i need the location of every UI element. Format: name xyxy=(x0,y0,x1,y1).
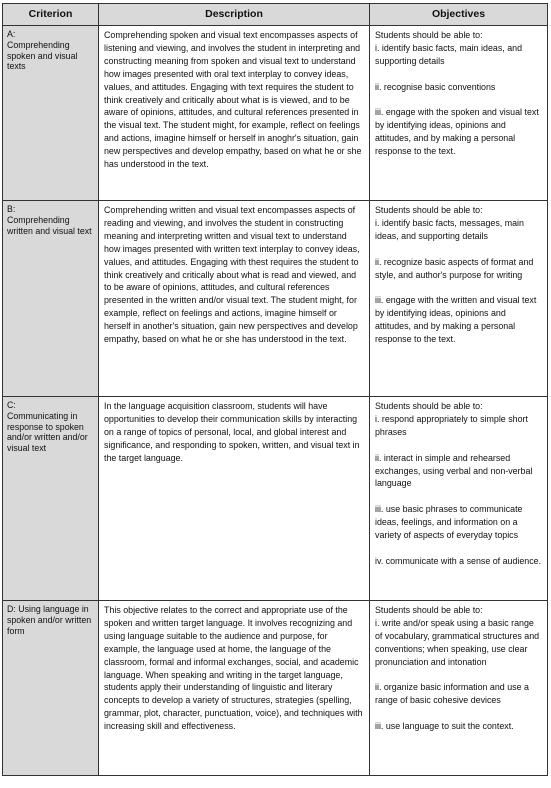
criterion-cell xyxy=(3,601,99,776)
objectives-cell xyxy=(370,201,548,397)
criterion-cell xyxy=(3,397,99,601)
header-description: Description xyxy=(99,4,370,26)
table-row xyxy=(3,397,548,601)
objectives-cell xyxy=(370,601,548,776)
description-text: In the language acquisition classroom, students will have opportunities to develop their communication skills by interacting on a range of topics of personal, local, and global interest and significance, and responding to spoken, written, and visual text in the target language. xyxy=(104,401,360,463)
description-text: Comprehending spoken and visual text encompasses aspects of listening and viewing, and involves the student in interpreting and constructing meaning from spoken and visual text to understand how images presented with oral text interplay to convey ideas, values, and attitudes. Engaging with text requires the student to think creatively and critically about what is is viewed, and to be aware of opinions, attitudes, and cultural references presented in the visual text. The student might, for example, reflect on feelings and actions, imagine himself or herself in anoghr's situation, gain new perspectives and develop empathy, based on what he or she has understood in the text. xyxy=(104,30,362,170)
table-row xyxy=(3,26,548,201)
header-objectives: Objectives xyxy=(370,4,548,26)
objective-item: ii. organize basic information and use a range of basic cohesive devices xyxy=(375,682,529,706)
objective-item: Students should be able to: i. identify basic facts, messages, main ideas, and supporting details xyxy=(375,205,524,241)
objective-item: Students should be able to: i. identify basic facts, main ideas, and supporting details xyxy=(375,30,523,66)
description-text: This objective relates to the correct and appropriate use of the spoken and written target language. It involves recognizing and using language suitable to the audience and purpose, for example, the language used at home, the language of the classroom, formal and informal exchanges, social, and academic language. When speaking and writing in the target language, students apply their understanding of linguistic and literary concepts to develop a variety of structures, strategies (spelling, grammar, plot, character, punctuation, voice), and techniques with increasing skill and effectiveness. xyxy=(104,605,363,732)
objective-item: iv. communicate with a sense of audience. xyxy=(375,555,542,566)
description-cell xyxy=(99,601,370,776)
criterion-label: D: Using language in spoken and/or written form xyxy=(7,604,92,636)
objective-item: iii. use language to suit the context. xyxy=(375,721,514,732)
criterion-cell xyxy=(3,26,99,201)
header-criterion: Criterion xyxy=(3,4,99,26)
objective-item: ii. recognise basic conventions xyxy=(375,81,496,92)
objective-item: iii. engage with the spoken and visual text by identifying ideas, opinions and attitudes, and by making a personal response to the text. xyxy=(375,107,539,157)
criterion-label: B: Comprehending written and visual text xyxy=(7,204,92,236)
objectives-cell xyxy=(370,397,548,601)
table-row xyxy=(3,201,548,397)
objective-item: ii. recognize basic aspects of format and style, and author's purpose for writing xyxy=(375,256,534,280)
criteria-table xyxy=(2,3,548,776)
description-cell xyxy=(99,26,370,201)
description-text: Comprehending written and visual text encompasses aspects of reading and viewing, and involves the student in constructing meaning and interpreting written and visual text to understand how images presented with written text interplay to convey ideas, values, and attitudes. Engaging with thest requires the student to think creatively and critically about what is read and viewed, and to be aware of opinions, attitudes, and cultural references presented in the written and/or visual text. The student might, for example, reflect on feelings and actions, imagine himself or herself in another's situation, gain new perspectives and develop empathy, based on what he or she has understood in the text. xyxy=(104,205,360,345)
description-cell xyxy=(99,397,370,601)
criterion-cell xyxy=(3,201,99,397)
description-cell xyxy=(99,201,370,397)
header-row xyxy=(3,4,548,26)
objective-item: Students should be able to: i. respond appropriately to simple short phrases xyxy=(375,401,528,437)
objectives-cell xyxy=(370,26,548,201)
criterion-label: C: Communicating in response to spoken and/or written and/or visual text xyxy=(7,400,88,454)
objective-item: iii. use basic phrases to communicate ideas, feelings, and information on a variety of aspects of everyday topics xyxy=(375,504,523,541)
objective-item: iii. engage with the written and visual text by identifying ideas, opinions and attitudes, and by making a personal response to the text. xyxy=(375,295,537,345)
criterion-label: A: Comprehending spoken and visual texts xyxy=(7,29,78,72)
objective-item: ii. interact in simple and rehearsed exchanges, using verbal and non-verbal language xyxy=(375,452,533,489)
objective-item: Students should be able to: i. write and/or speak using a basic range of vocabulary, grammatical structures and conventions; when speaking, use clear pronunciation and intonation xyxy=(375,605,540,667)
table-row xyxy=(3,601,548,776)
